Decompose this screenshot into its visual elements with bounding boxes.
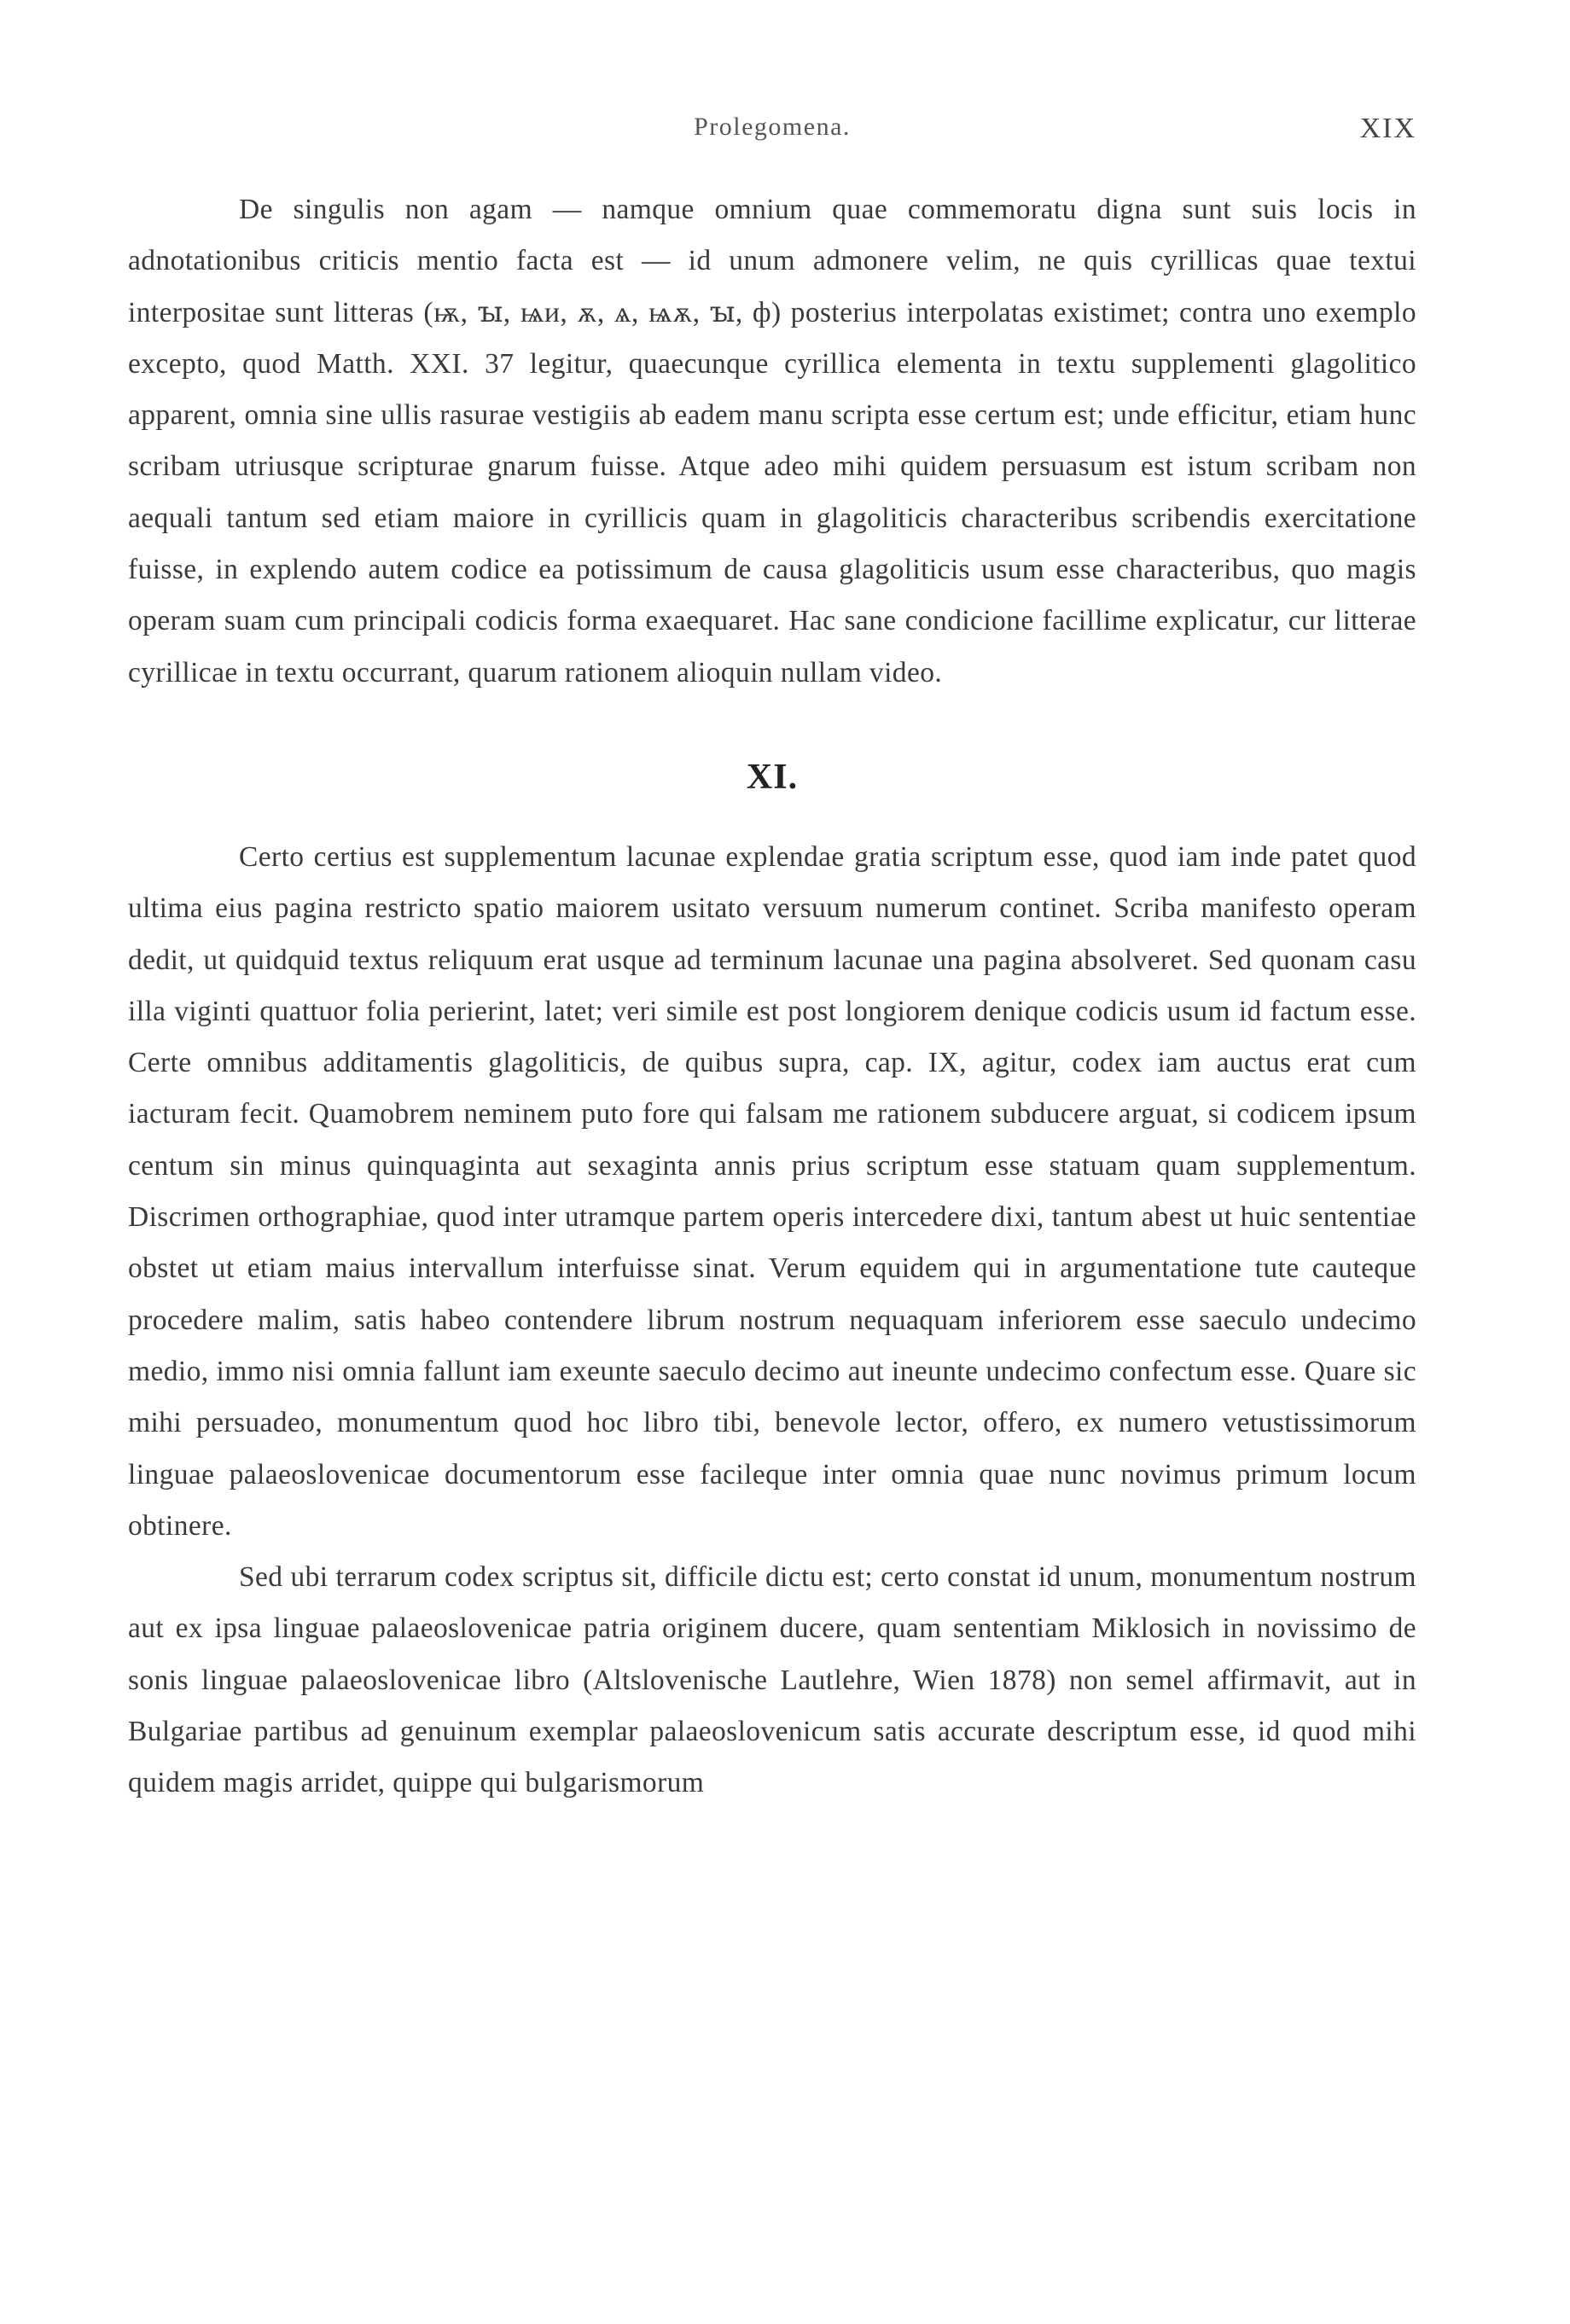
page-body	[128, 184, 1416, 1810]
running-title: Prolegomena.	[694, 113, 851, 141]
running-head	[128, 113, 1416, 147]
section-heading: XI.	[746, 757, 799, 797]
paragraph-supplement-dating: Certo certius est supplementum lacunae explendae gratia scriptum esse, quod iam inde patet quod ultima eius pagina restricto spatio maiorem usitato versuum numerum continet. Scriba manifesto operam dedit, ut quidquid textus reliquum erat usque ad terminum lacunae una pagina absolveret. Sed quonam casu illa viginti quattuor folia perierint, latet; veri simile est post longiorem denique codicis usum id factum esse. Certe omnibus additamentis glagoliticis, de quibus supra, cap. IX, agitur, codex iam auctus erat cum iacturam fecit. Quamobrem neminem puto fore qui falsam me rationem subducere arguat, si codicem ipsum centum sin minus quinquaginta aut sexaginta annis prius scriptum esse statuam quam supplementum. Discrimen orthographiae, quod inter utramque partem operis intercedere dixi, tantum abest ut huic sententiae obstet ut etiam maius intervallum interfuisse sinat. Verum equidem qui in argumentatione tute cauteque procedere malim, satis habeo contendere librum nostrum nequaquam inferiorem esse saeculo undecimo medio, immo nisi omnia fallunt iam exeunte saeculo decimo aut ineunte undecimo confectum esse. Quare sic mihi persuadeo, monumentum quod hoc libro tibi, benevole lector, offero, ex numero vetustissimorum linguae palaeoslovenicae documentorum esse facileque inter omnia quae nunc novimus primum locum obtinere.	[128, 840, 1416, 1542]
paragraph-codex-origin: Sed ubi terrarum codex scriptus sit, difficile dictu est; certo constat id unum, monumentum nostrum aut ex ipsa linguae palaeoslovenicae patria originem ducere, quam sententiam Miklosich in novissimo de sonis linguae palaeoslovenicae libro (Altslovenische Lautlehre, Wien 1878) non semel affirmavit, aut in Bulgariae partibus ad genuinum exemplar palaeoslovenicum satis accurate descriptum esse, id quod mihi quidem magis arridet, quippe qui bulgarismorum	[128, 1561, 1416, 1799]
paragraph-cyrillic-letters: De singulis non agam — namque omnium quae commemoratu digna sunt suis locis in adnotationibus criticis mentio facta est — id unum admonere velim, ne quis cyrillicas quae textui interpositae sunt litteras (ѭ, ꙑ, ѩи, ѫ, ѧ, ѩѫ, ꙑ, ф) posterius interpolatas existimet; contra uno exemplo excepto, quod Matth. XXI. 37 legitur, quaecunque cyrillica elementa in textu supplementi glagolitico apparent, omnia sine ullis rasurae vestigiis ab eadem manu scripta esse certum est; unde efficitur, etiam hunc scribam utriusque scripturae gnarum fuisse. Atque adeo mihi quidem persuasum est istum scribam non aequali tantum sed etiam maiore in cyrillicis quam in glagoliticis characteribus scribendis exercitatione fuisse, in explendo autem codice ea potissimum de causa glagoliticis usum esse characteribus, quo magis operam suam cum principali codicis forma exaequaret. Hac sane condicione facillime explicatur, cur litterae cyrillicae in textu occurrant, quarum rationem alioquin nullam video.	[128, 194, 1416, 688]
page-number: XIX	[1359, 113, 1416, 144]
